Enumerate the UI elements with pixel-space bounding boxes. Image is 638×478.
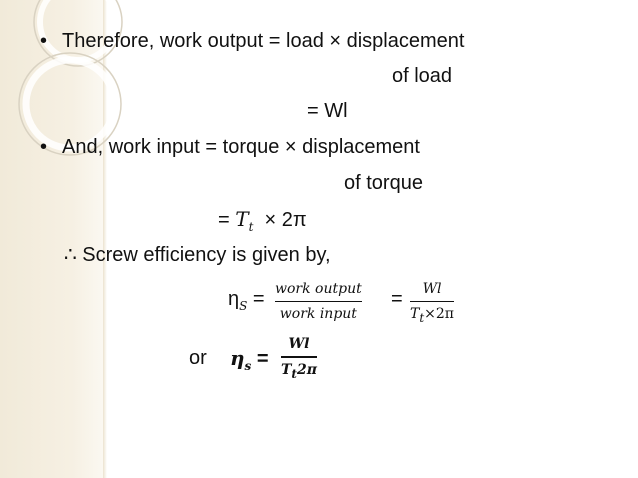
eta-subscript: s [244, 359, 252, 373]
fraction-bar [275, 301, 362, 302]
fraction-denominator [281, 361, 317, 383]
torque-subscript: t [419, 310, 425, 325]
wl-over-t2pi-fraction [410, 280, 454, 327]
torque-symbol: T [281, 361, 292, 378]
eta-symbol: η [228, 288, 240, 310]
fraction-bar [281, 356, 317, 358]
equals-sign: = [391, 288, 403, 310]
fraction-denominator [410, 305, 454, 327]
or-text: or [189, 347, 207, 369]
of-load-text: of load [392, 65, 453, 87]
work-output-line: Therefore, work output = load × displacement [62, 30, 465, 52]
wl-result: = Wl [307, 100, 348, 122]
eta-s-symbol [228, 287, 265, 318]
fraction-denominator: work input [279, 306, 357, 323]
bullet-marker: • [40, 136, 48, 158]
two-pi-factor: × 2π [264, 209, 307, 231]
torque-displacement-formula [218, 207, 307, 239]
bullet-marker: • [40, 30, 48, 52]
fraction-numerator: work output [275, 281, 362, 297]
equals-sign: = [256, 348, 269, 370]
two-pi-factor: 2π [296, 361, 317, 378]
fraction-numerator: Wl [422, 281, 442, 297]
torque-subscript: t [291, 366, 297, 381]
eta-subscript: S [239, 299, 248, 313]
eta-symbol: η [230, 346, 245, 370]
torque-symbol: T [410, 306, 420, 323]
torque-symbol: T [235, 207, 249, 231]
fraction-numerator: Wl [288, 336, 310, 352]
work-input-line: And, work input = torque × displacement [62, 136, 420, 158]
fraction-bar [410, 301, 454, 302]
two-pi-factor: ×2π [424, 306, 455, 323]
torque-subscript: t [248, 220, 254, 234]
eta-s-bold-symbol [230, 346, 269, 378]
of-torque-text: of torque [344, 172, 423, 194]
work-ratio-fraction [275, 280, 362, 323]
efficiency-bold-fraction [281, 335, 317, 382]
efficiency-intro: ∴ Screw efficiency is given by, [64, 244, 331, 266]
equals-sign: = [218, 209, 230, 231]
equals-sign: = [252, 288, 265, 310]
